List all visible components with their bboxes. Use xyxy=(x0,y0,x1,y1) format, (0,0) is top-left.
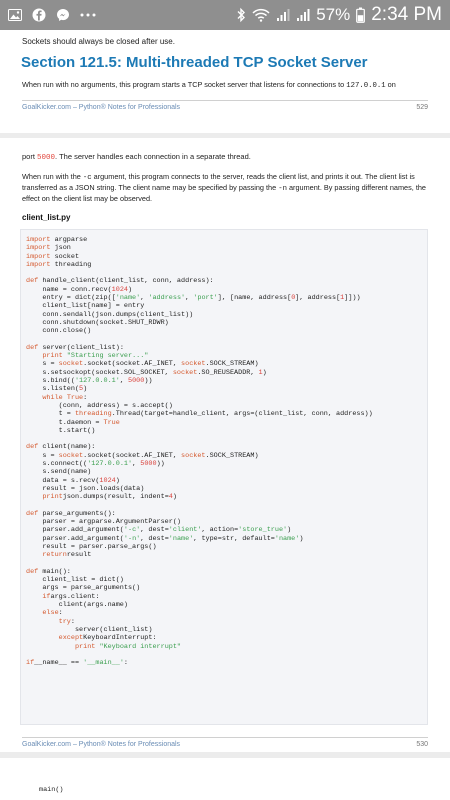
code-text: argparse xyxy=(54,236,88,244)
code-line xyxy=(26,277,373,285)
code-text xyxy=(26,634,59,642)
code-line xyxy=(26,560,373,568)
code-keyword: if xyxy=(26,659,35,668)
code-text: , type=str, default= xyxy=(193,534,275,543)
code-text: : xyxy=(123,659,129,668)
code-string: '__main__' xyxy=(83,659,124,668)
bluetooth-icon xyxy=(236,7,246,23)
signal-icon xyxy=(276,8,290,22)
code-text: data = s.recv( xyxy=(26,476,100,485)
code-line xyxy=(26,460,373,468)
code-keyword: return xyxy=(42,551,67,560)
code-text: ) xyxy=(172,493,177,502)
page-separator xyxy=(0,752,450,758)
code-text: s.listen( xyxy=(26,385,80,394)
code-text: .SOCK_STREAM) xyxy=(205,360,259,369)
code-keyword: def xyxy=(26,509,43,518)
code-text: ) xyxy=(83,385,88,394)
code-text: s.send(name) xyxy=(26,468,92,477)
code-line xyxy=(26,253,373,261)
code-number: 1024 xyxy=(99,476,116,485)
code-line xyxy=(26,618,373,626)
battery-icon xyxy=(356,7,365,23)
code-text: client(args.name) xyxy=(26,601,128,610)
code-keyword: def xyxy=(26,343,43,352)
code-text: ], address[ xyxy=(295,294,341,303)
code-text: parse_arguments(): xyxy=(42,509,116,518)
code-keyword: import xyxy=(26,244,55,253)
code-keyword: try xyxy=(58,617,71,626)
code-line xyxy=(26,269,373,277)
usage-paragraph xyxy=(22,172,430,204)
code-string: '-c' xyxy=(123,526,141,535)
code-keyword: def xyxy=(26,277,43,286)
code-text xyxy=(26,609,42,617)
code-text xyxy=(26,551,42,559)
code-keyword: import xyxy=(26,252,55,261)
messenger-icon xyxy=(56,8,70,22)
code-line xyxy=(26,518,373,526)
code-line xyxy=(26,609,373,617)
code-line xyxy=(26,452,373,460)
code-text: ]])) xyxy=(344,294,361,303)
code-text: result xyxy=(66,551,92,560)
code-text xyxy=(26,618,59,626)
code-line xyxy=(26,319,373,327)
code-text: __name__ == xyxy=(34,659,84,668)
code-text: ) xyxy=(262,368,267,377)
code-text: client_list[name] = entry xyxy=(26,302,145,311)
code-line xyxy=(26,584,373,592)
code-line xyxy=(26,435,373,443)
code-text xyxy=(26,643,75,651)
code-keyword: socket xyxy=(58,451,84,460)
code-line xyxy=(26,502,373,510)
para-part-1: When run with the xyxy=(22,172,83,181)
code-text: ) xyxy=(115,476,120,485)
next-page-code: main() xyxy=(39,786,64,794)
code-line xyxy=(26,377,373,385)
para-part-2: argument, this program connects to the server, reads the client list, and prints it out. The client list is transferred as a JSON string. The client name may be specified by passing the xyxy=(22,172,415,192)
code-keyword: print xyxy=(74,642,96,651)
code-text: : xyxy=(58,609,63,618)
code-text: ) xyxy=(127,285,133,294)
code-text: conn.shutdown(socket.SHUT_RDWR) xyxy=(26,318,169,327)
page-footer xyxy=(22,100,428,111)
code-text: )) xyxy=(144,377,153,386)
code-line xyxy=(26,601,373,609)
code-line xyxy=(26,402,373,410)
code-text: , xyxy=(132,460,141,469)
code-listing xyxy=(26,236,373,667)
code-text xyxy=(26,352,42,360)
code-line xyxy=(26,336,373,344)
code-text: .SO_REUSEADDR, xyxy=(197,368,259,377)
wifi-icon xyxy=(252,8,270,22)
code-line xyxy=(26,651,373,659)
code-line xyxy=(26,485,373,493)
code-text: , xyxy=(140,294,149,303)
code-line xyxy=(26,468,373,476)
image-icon xyxy=(8,9,22,21)
flag-c: -c xyxy=(82,174,92,182)
code-line xyxy=(26,477,373,485)
code-line xyxy=(26,352,373,360)
code-text: , action= xyxy=(201,526,239,535)
code-text: entry = dict(zip([ xyxy=(26,294,116,303)
code-number: 5000 xyxy=(128,377,145,386)
code-text: .socket(socket.AF_INET, xyxy=(83,451,182,460)
code-string: '-n' xyxy=(123,534,141,543)
port-suffix: . The server handles each connection in a separate thread. xyxy=(55,152,251,161)
code-number: 1 xyxy=(258,368,263,377)
page-number: 529 xyxy=(416,104,428,111)
code-text: socket xyxy=(54,252,80,261)
code-string: '127.0.0.1' xyxy=(87,460,133,469)
code-line xyxy=(26,385,373,393)
code-text: client_list = dict() xyxy=(26,576,124,585)
code-keyword: else xyxy=(42,609,59,618)
code-keyword: def xyxy=(26,443,43,452)
code-line xyxy=(26,311,373,319)
code-block xyxy=(20,229,428,725)
description-end: on xyxy=(385,80,396,89)
footer-source-link[interactable]: GoalKicker.com – Python® Notes for Professionals xyxy=(22,741,181,748)
code-string: "Keyboard interrupt" xyxy=(95,642,182,651)
flag-n: -n xyxy=(278,185,287,193)
page-529 xyxy=(0,30,450,142)
code-text: , dest= xyxy=(140,534,169,543)
code-keyword: print xyxy=(42,352,63,361)
code-text: result = parser.parse_args() xyxy=(26,542,157,551)
code-line xyxy=(26,626,373,634)
code-line xyxy=(26,261,373,269)
code-line xyxy=(26,427,373,435)
code-line xyxy=(26,344,373,352)
code-line xyxy=(26,634,373,642)
code-string: 'name' xyxy=(168,534,194,543)
intro-text: Sockets should always be closed after use. xyxy=(22,37,175,46)
code-string: 'address' xyxy=(148,294,186,303)
code-line xyxy=(26,493,373,501)
description-text: When run with no arguments, this program starts a TCP socket server that listens for connections to xyxy=(22,80,347,89)
code-text: KeyboardInterrupt: xyxy=(83,634,157,643)
code-line xyxy=(26,568,373,576)
more-icon xyxy=(80,13,96,17)
code-string: 'name' xyxy=(274,534,300,543)
code-text: .socket(socket.AF_INET, xyxy=(83,360,182,369)
code-text: s = xyxy=(26,360,59,369)
code-keyword: socket xyxy=(181,360,206,369)
code-number: 1 xyxy=(340,294,345,303)
code-keyword: import xyxy=(26,236,55,244)
code-string: 'port' xyxy=(193,294,218,303)
battery-percent: 57% xyxy=(316,5,351,24)
code-line xyxy=(26,236,373,244)
code-text: , xyxy=(185,294,194,303)
code-text: : xyxy=(83,393,88,402)
code-line xyxy=(26,576,373,584)
code-text: ) xyxy=(299,534,304,543)
code-keyword: socket xyxy=(58,360,84,369)
code-line xyxy=(26,410,373,418)
code-text xyxy=(26,394,42,402)
code-number: 5 xyxy=(79,385,84,394)
code-text: (conn, address) = s.accept() xyxy=(26,401,173,410)
code-line xyxy=(26,593,373,601)
code-text: conn.sendall(json.dumps(client_list)) xyxy=(26,310,194,319)
code-line xyxy=(26,302,373,310)
code-keyword: True xyxy=(62,393,84,402)
code-text: server(client_list) xyxy=(26,625,153,634)
page-footer xyxy=(22,737,428,748)
code-line xyxy=(26,443,373,451)
signal-icon xyxy=(296,8,310,22)
code-text: , xyxy=(119,377,128,386)
port-text xyxy=(22,152,251,162)
code-text: : xyxy=(70,617,75,626)
code-keyword: threading xyxy=(74,410,112,419)
code-text: .Thread(target=handle_client, args=(client_list, conn, address)) xyxy=(111,410,373,419)
code-keyword: except xyxy=(58,634,84,643)
page-separator xyxy=(0,133,450,138)
code-line xyxy=(26,286,373,294)
facebook-icon xyxy=(32,8,46,22)
code-number: 4 xyxy=(168,493,173,502)
code-text: s = xyxy=(26,451,59,460)
inline-code: 127.0.0.1 xyxy=(346,82,386,90)
code-text: json xyxy=(54,244,71,253)
code-line xyxy=(26,327,373,335)
code-text: parser.add_argument( xyxy=(26,534,124,543)
code-string: 'client' xyxy=(168,526,202,535)
code-keyword: if xyxy=(42,592,51,601)
code-string: '127.0.0.1' xyxy=(74,377,120,386)
code-line xyxy=(26,526,373,534)
code-string: 'store_true' xyxy=(238,526,288,535)
code-number: 0 xyxy=(291,294,296,303)
code-text: ) xyxy=(287,526,292,535)
port-number: 5000 xyxy=(37,154,56,162)
code-text: .SOCK_STREAM) xyxy=(205,451,259,460)
code-keyword: while xyxy=(42,393,63,402)
code-text: t.start() xyxy=(26,426,96,435)
code-keyword: socket xyxy=(172,368,198,377)
section-description xyxy=(22,80,396,90)
port-prefix: port xyxy=(22,152,38,161)
code-line xyxy=(26,394,373,402)
code-line xyxy=(26,643,373,651)
code-keyword: import xyxy=(26,260,55,269)
code-text: , dest= xyxy=(140,526,169,535)
code-keyword: socket xyxy=(181,451,206,460)
code-line xyxy=(26,551,373,559)
code-string: 'name' xyxy=(115,294,141,303)
footer-source-link[interactable]: GoalKicker.com – Python® Notes for Professionals xyxy=(22,104,181,111)
section-heading: Section 121.5: Multi-threaded TCP Socket Server xyxy=(21,54,368,71)
code-line xyxy=(26,659,373,667)
code-text: args = parse_arguments() xyxy=(26,584,141,593)
code-number: 5000 xyxy=(140,460,157,469)
code-keyword: def xyxy=(26,567,43,576)
code-line xyxy=(26,543,373,551)
code-line xyxy=(26,535,373,543)
code-text: args.client: xyxy=(50,592,100,601)
code-keyword: True xyxy=(103,418,120,427)
para-part-3: argument. By passing different names, the effect on the client list may be observed. xyxy=(22,183,426,203)
code-text: conn.close() xyxy=(26,327,92,336)
code-text: name = conn.recv( xyxy=(26,285,112,294)
code-text xyxy=(26,493,42,501)
status-bar xyxy=(0,0,450,30)
code-text: main(): xyxy=(42,567,71,576)
code-line xyxy=(26,244,373,252)
code-text: threading xyxy=(54,260,92,269)
code-text: t = xyxy=(26,410,75,419)
code-line xyxy=(26,360,373,368)
code-text: handle_client(client_list, conn, address): xyxy=(42,277,214,286)
code-text: s.setsockopt(socket.SOL_SOCKET, xyxy=(26,368,173,377)
code-line xyxy=(26,419,373,427)
code-text: )) xyxy=(156,460,165,469)
code-text: parser.add_argument( xyxy=(26,526,124,535)
code-line xyxy=(26,510,373,518)
code-number: 1024 xyxy=(111,285,128,294)
code-text: client(name): xyxy=(42,443,96,452)
code-text: result = json.loads(data) xyxy=(26,484,145,493)
code-text: t.daemon = xyxy=(26,418,104,427)
page-number: 530 xyxy=(416,741,428,748)
code-text: parser = argparse.ArgumentParser() xyxy=(26,518,181,527)
code-keyword: print xyxy=(42,493,63,502)
code-line xyxy=(26,369,373,377)
code-filename: client_list.py xyxy=(22,213,71,222)
code-text: server(client_list): xyxy=(42,343,124,352)
clock: 2:34 PM xyxy=(371,4,442,25)
code-text: s.bind(( xyxy=(26,377,75,386)
code-text: ], [name, address[ xyxy=(217,294,292,303)
code-text xyxy=(26,593,42,601)
code-text: s.connect(( xyxy=(26,460,88,469)
code-line xyxy=(26,294,373,302)
code-text: json.dumps(result, indent= xyxy=(62,493,169,502)
code-string: "Starting server..." xyxy=(62,352,149,361)
